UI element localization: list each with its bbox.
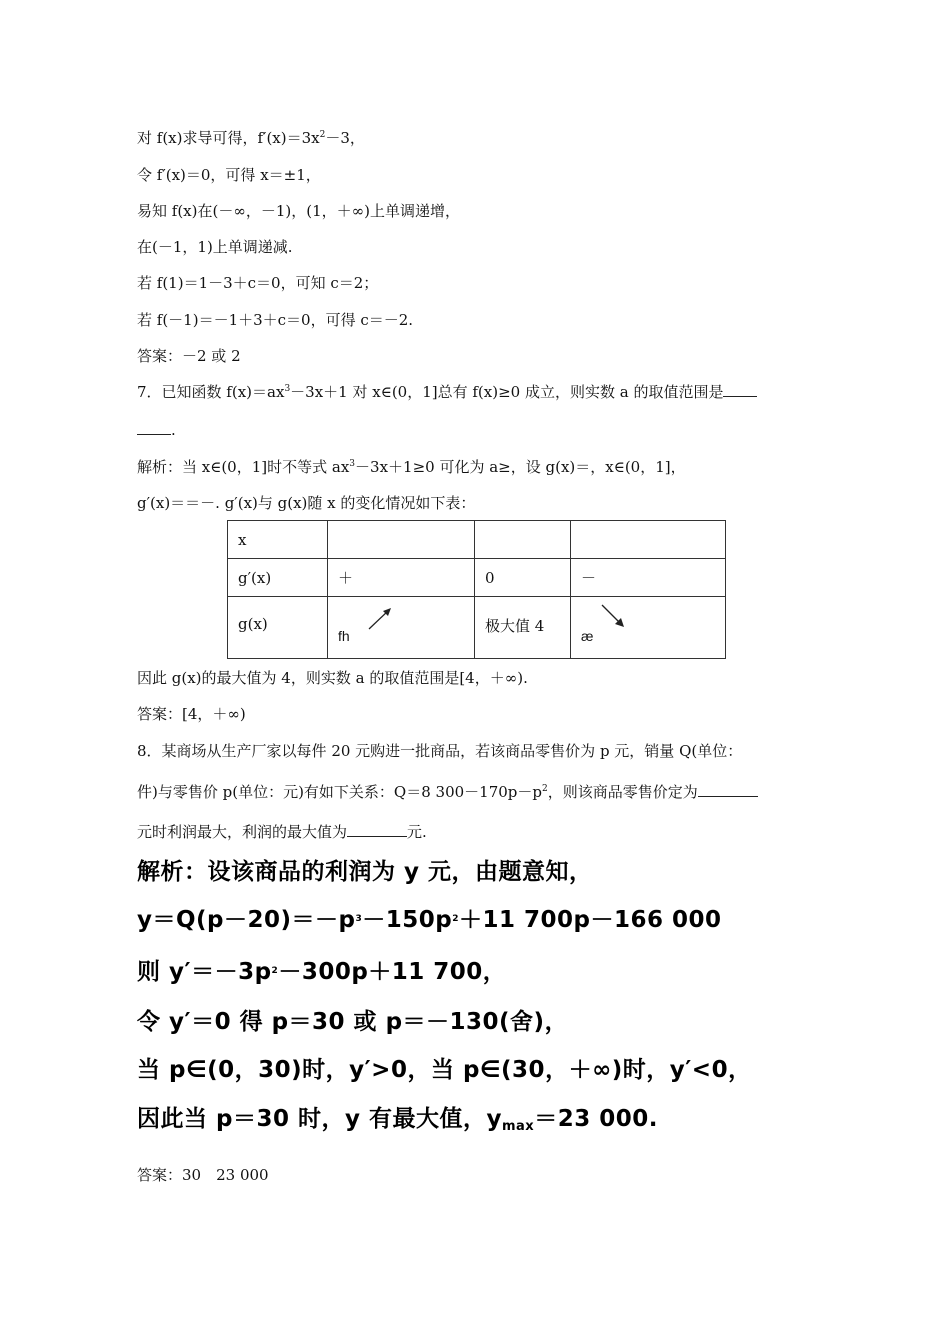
question-8-line-3: 元时利润最大，利润的最大值为 元. [137,823,427,841]
table-cell [571,521,726,559]
solution-line-critical-points: 令 f′(x)＝0，可得 x＝±1， [137,166,321,184]
table-cell [475,521,571,559]
solution-8-line-1: 解析：设该商品的利润为 y 元，由题意知， [137,859,593,885]
arrow-down-right-icon [599,602,627,630]
solution-8-line-4: 令 y′＝0 得 p＝30 或 p＝－130(舍)， [137,1009,569,1035]
solution-8-line-5: 当 p∈(0，30)时，y′>0，当 p∈(30，＋∞)时，y′<0， [137,1057,752,1083]
table-row [228,597,726,659]
increasing-symbol: fh [338,627,350,644]
question-8-line-1: 8．某商场从生产厂家以每件 20 元购进一批商品，若该商品零售价为 p 元，销量 Q(单位： [137,742,743,760]
variation-table [227,520,726,659]
solution-line-case-1: 若 f(1)＝1－3＋c＝0，可知 c＝2； [137,274,379,292]
table-row [228,521,726,559]
table-cell: － [571,559,726,597]
question-7-continued: . [137,420,176,440]
table-cell: x [228,521,328,559]
solution-7-conclusion: 因此 g(x)的最大值为 4，则实数 a 的取值范围是[4，＋∞). [137,669,528,687]
solution-8-line-6: 因此当 p＝30 时，y 有最大值，$y_{max}=23$ 000. [137,1106,658,1134]
solution-8-line-3: 则 $y'=-3p^2-300p+11$ 700， [137,959,507,985]
table-cell: g(x) [228,597,328,659]
decreasing-symbol: æ [581,627,594,644]
answer-blank [698,782,758,797]
solution-7-line-1: 解析：当 x∈(0，1]时不等式 $ax^3-3x+1\ge 0$ 可化为 a≥，设 g(x)＝，x∈(0，1]， [137,458,686,476]
answer-6: 答案：－2 或 2 [137,347,241,365]
solution-line-case-2: 若 f(－1)＝－1＋3＋c＝0，可得 c＝－2. [137,311,414,329]
table-cell: g′(x) [228,559,328,597]
table-cell: 0 [475,559,571,597]
answer-blank [137,420,171,435]
answer-8: 答案：30 23 000 [137,1166,269,1184]
table-row [228,559,726,597]
solution-7-line-2: g′(x)＝＝－. g′(x)与 g(x)随 x 的变化情况如下表： [137,494,476,512]
table-cell: 极大值 4 [475,597,571,659]
table-cell [328,521,475,559]
question-8-line-2: 件)与零售价 p(单位：元)有如下关系：Q＝8 $300-170p-p^2$，则该商品零售价定为 [137,782,758,802]
table-cell: ＋ [328,559,475,597]
answer-blank [347,822,407,837]
answer-blank [723,382,757,397]
arrow-up-right-icon [366,605,394,633]
answer-7: 答案：[4，＋∞) [137,705,246,723]
solution-8-line-2: $y=Q(p-20)=-p^3-150p^2+11$ 700p－166 000 [137,907,722,933]
solution-line-decreasing: 在(－1，1)上单调递减. [137,238,293,256]
table-cell-decreasing [571,597,726,659]
question-7: 7．已知函数 $f(x)=ax^3-3x+1$ 对 x∈(0，1]总有 f(x)≥0 成立，则实数 a 的取值范围是 [137,382,757,402]
table-cell-increasing [328,597,475,659]
solution-line-derivative: 对 f(x)求导可得，$f'(x)=3x^2-3$， [137,129,365,147]
solution-line-increasing: 易知 f(x)在(－∞，－1)，(1，＋∞)上单调递增， [137,202,460,220]
